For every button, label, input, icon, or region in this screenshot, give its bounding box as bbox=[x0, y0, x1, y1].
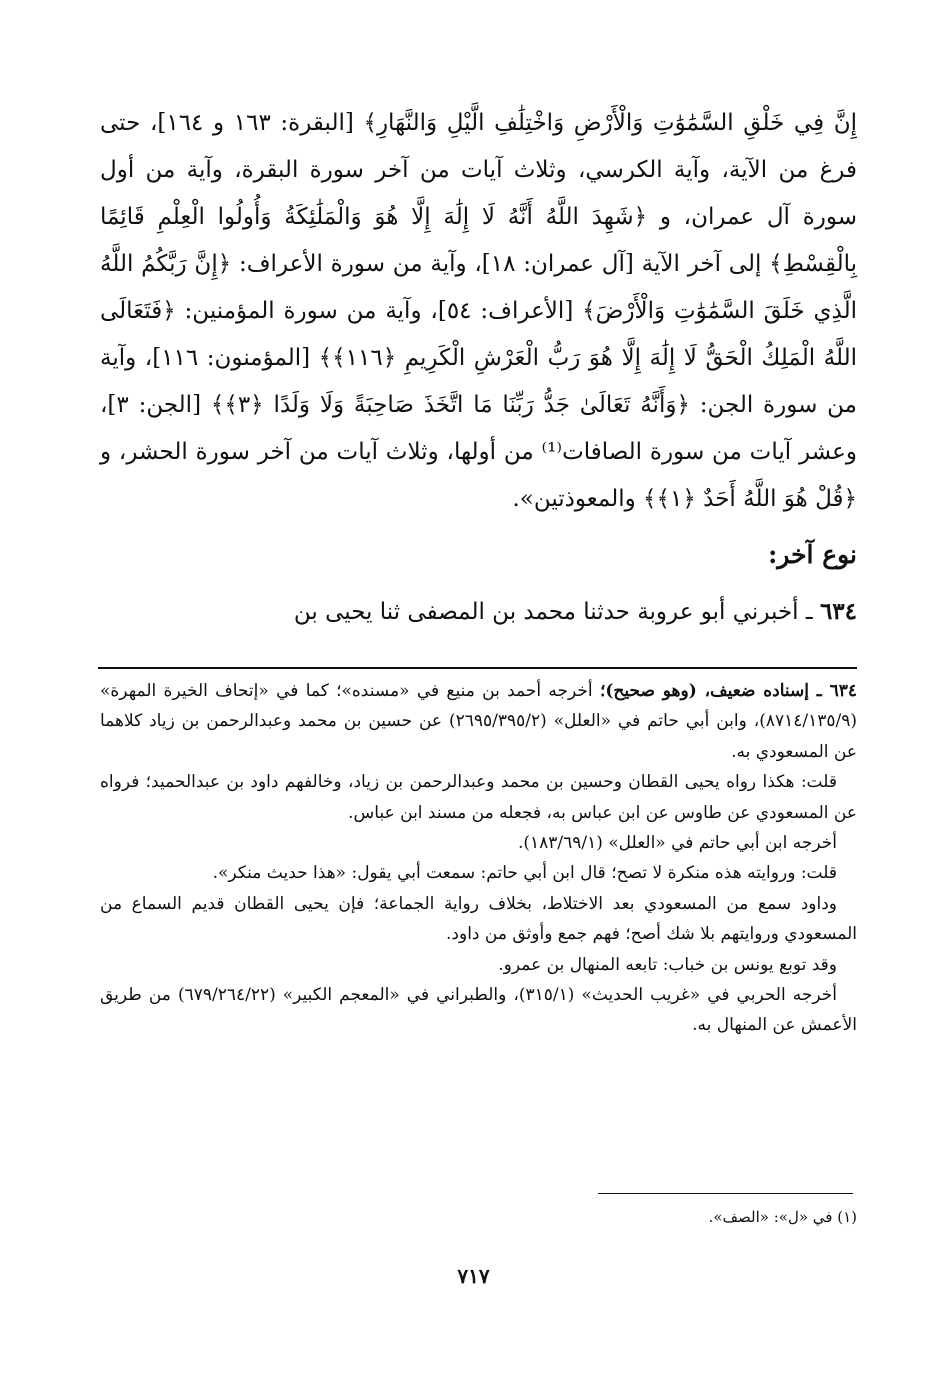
page-number: ٧١٧ bbox=[457, 1264, 490, 1288]
note-paragraph bbox=[100, 676, 857, 767]
note-heading: ٦٣٤ ـ إسناده ضعيف، (وهو صحيح)؛ bbox=[599, 681, 858, 701]
hadith-number: ٦٣٤ bbox=[819, 598, 857, 625]
hadith-text: ـ أخبرني أبو عروبة حدثنا محمد بن المصفى ثنا يحيى بن bbox=[293, 599, 813, 625]
note-paragraph: أخرجه الحربي في «غريب الحديث» (٣١٥/١)، والطبراني في «المعجم الكبير» (٦٧٩/٢٦٤/٢٢) من طريق الأعمش عن المنهال به. bbox=[100, 985, 857, 1036]
footnote: (١) في «ل»: «الصف». bbox=[708, 1208, 857, 1226]
commentary-notes bbox=[100, 676, 857, 1041]
section-heading: نوع آخر: bbox=[768, 540, 857, 569]
main-text bbox=[100, 100, 857, 523]
note-paragraph: أخرجه ابن أبي حاتم في «العلل» (١٨٣/٦٩/١). bbox=[517, 833, 837, 854]
note-paragraph: وداود سمع من المسعودي بعد الاختلاط، بخلاف رواية الجماعة؛ فإن يحيى القطان قديم السماع من المسعودي وروايتهم بلا شك أصح؛ فهم جمع وأوثق من داود. bbox=[100, 893, 857, 945]
note-paragraph: وقد توبع يونس بن خباب: تابعه المنهال بن عمرو. bbox=[498, 954, 837, 975]
footnote-separator bbox=[98, 667, 857, 669]
note-paragraph: قلت: هكذا رواه يحيى القطان وحسين بن محمد وعبدالرحمن بن زياد، وخالفهم داود بن عبدالحميد؛ فرواه عن المسعودي عن طاوس عن ابن عباس به، فجعله من مسند ابن عباس. bbox=[100, 772, 857, 823]
footnote-rule bbox=[598, 1193, 853, 1194]
note-text: أخرجه أحمد بن منيع في «مسنده»؛ كما في «إتحاف الخيرة المهرة» (٨٧١٤/١٣٥/٩)، وابن أبي حاتم في «العلل» (٢٦٩٥/٣٩٥/٢) عن حسين بن محمد وعبدالرحمن بن زياد كلاهما عن المسعودي به. bbox=[100, 681, 857, 762]
main-paragraph: إِنَّ فِي خَلْقِ السَّمَٰوَٰتِ وَالْأَرْضِ وَاخْتِلَٰفِ الَّيْلِ وَالنَّهَارِ﴾ [البقرة: ١٦٣ و ١٦٤]، حتى فرغ من الآية، وآية الكرسي، وثلاث آيات من آخر سورة البقرة، وآية من أول سورة آل عمران، و ﴿شَهِدَ اللَّهُ أَنَّهُ لَا إِلَٰهَ إِلَّا هُوَ وَالْمَلَٰئِكَةُ وَأُولُوا الْعِلْمِ قَائِمًا بِالْقِسْطِ﴾ إلى آخر الآية [آل عمران: ١٨]، وآية من سورة الأعراف: ﴿إِنَّ رَبَّكُمُ اللَّهُ الَّذِي خَلَقَ السَّمَٰوَٰتِ وَالْأَرْضَ﴾ [الأعراف: ٥٤]، وآية من سورة المؤمنين: ﴿فَتَعَالَى اللَّهُ الْمَلِكُ الْحَقُّ لَا إِلَٰهَ إِلَّا هُوَ رَبُّ الْعَرْشِ الْكَرِيمِ ﴿١١٦﴾﴾ [المؤمنون: ١١٦]، وآية من سورة الجن: ﴿وَأَنَّهُ تَعَالَىٰ جَدُّ رَبِّنَا مَا اتَّخَذَ صَاحِبَةً وَلَا وَلَدًا ﴿٣﴾﴾ [الجن: ٣]، وعشر آيات من سورة الصافات⁽¹⁾ من أولها، وثلاث آيات من آخر سورة الحشر، و ﴿قُلْ هُوَ اللَّهُ أَحَدٌ ﴿١﴾﴾ والمعوذتين». bbox=[100, 110, 858, 512]
hadith-entry bbox=[100, 592, 857, 632]
note-paragraph: قلت: وروايته هذه منكرة لا تصح؛ قال ابن أبي حاتم: سمعت أبي يقول: «هذا حديث منكر». bbox=[212, 863, 837, 884]
